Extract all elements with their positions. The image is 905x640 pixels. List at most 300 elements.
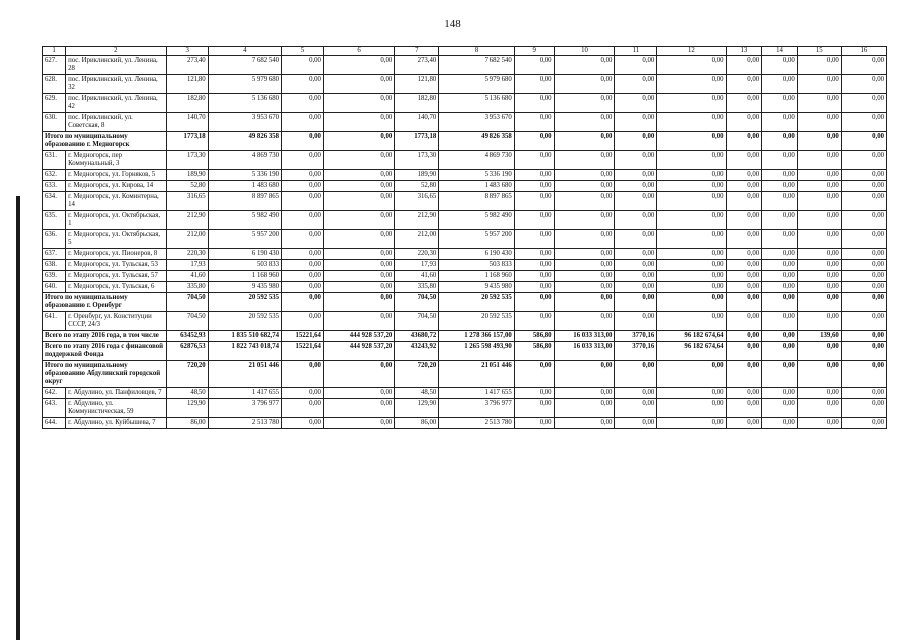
value-cell-col-7: 212,00 bbox=[395, 230, 439, 249]
value-cell-col-15: 0,00 bbox=[797, 249, 841, 260]
row-number: 643. bbox=[43, 399, 66, 418]
value-cell-col-16: 0,00 bbox=[841, 282, 886, 293]
value-cell-col-11: 0,00 bbox=[615, 361, 657, 388]
address-cell: г. Медногорск, ул. Октябрьская, 1 bbox=[66, 211, 167, 230]
value-cell-col-4: 1 822 743 018,74 bbox=[208, 342, 281, 361]
value-cell-col-8: 7 682 540 bbox=[439, 56, 514, 75]
value-cell-col-11: 0,00 bbox=[615, 260, 657, 271]
row-number: 642. bbox=[43, 388, 66, 399]
column-number-4: 4 bbox=[208, 47, 281, 56]
table-row bbox=[43, 418, 887, 429]
value-cell-col-14: 0,00 bbox=[762, 170, 798, 181]
value-cell-col-8: 20 592 535 bbox=[439, 293, 514, 312]
value-cell-col-4: 2 513 780 bbox=[208, 418, 281, 429]
value-cell-col-13: 0,00 bbox=[726, 271, 762, 282]
value-cell-col-13: 0,00 bbox=[726, 132, 762, 151]
total-row bbox=[43, 361, 887, 388]
value-cell-col-7: 52,80 bbox=[395, 181, 439, 192]
value-cell-col-9: 0,00 bbox=[514, 418, 554, 429]
column-number-row bbox=[43, 47, 887, 56]
value-cell-col-7: 182,80 bbox=[395, 94, 439, 113]
value-cell-col-7: 212,90 bbox=[395, 211, 439, 230]
value-cell-col-8: 9 435 980 bbox=[439, 282, 514, 293]
value-cell-col-13: 0,00 bbox=[726, 230, 762, 249]
value-cell-col-6: 0,00 bbox=[323, 181, 394, 192]
value-cell-col-15: 0,00 bbox=[797, 399, 841, 418]
value-cell-col-9: 0,00 bbox=[514, 271, 554, 282]
value-cell-col-10: 0,00 bbox=[554, 113, 615, 132]
value-cell-col-6: 0,00 bbox=[323, 151, 394, 170]
value-cell-col-9: 0,00 bbox=[514, 230, 554, 249]
value-cell-col-14: 0,00 bbox=[762, 181, 798, 192]
total-label: Итого по муниципальному образованию Абдулинский городской округ bbox=[43, 361, 167, 388]
value-cell-col-10: 0,00 bbox=[554, 249, 615, 260]
column-number-15: 15 bbox=[797, 47, 841, 56]
value-cell-col-7: 704,50 bbox=[395, 312, 439, 331]
value-cell-col-13: 0,00 bbox=[726, 293, 762, 312]
address-cell: пос. Ириклинский, ул. Ленина, 32 bbox=[66, 75, 167, 94]
value-cell-col-12: 0,00 bbox=[657, 192, 726, 211]
value-cell-col-15: 0,00 bbox=[797, 293, 841, 312]
value-cell-col-7: 41,60 bbox=[395, 271, 439, 282]
value-cell-col-6: 0,00 bbox=[323, 388, 394, 399]
value-cell-col-14: 0,00 bbox=[762, 192, 798, 211]
value-cell-col-6: 0,00 bbox=[323, 418, 394, 429]
value-cell-col-10: 0,00 bbox=[554, 75, 615, 94]
value-cell-col-4: 5 979 680 bbox=[208, 75, 281, 94]
value-cell-col-4: 5 136 680 bbox=[208, 94, 281, 113]
value-cell-col-13: 0,00 bbox=[726, 249, 762, 260]
address-cell: г. Медногорск, ул. Тульская, 53 bbox=[66, 260, 167, 271]
row-number: 631. bbox=[43, 151, 66, 170]
value-cell-col-7: 316,65 bbox=[395, 192, 439, 211]
value-cell-col-12: 0,00 bbox=[657, 151, 726, 170]
value-cell-col-9: 586,80 bbox=[514, 342, 554, 361]
value-cell-col-12: 0,00 bbox=[657, 249, 726, 260]
value-cell-col-10: 16 033 313,00 bbox=[554, 331, 615, 342]
value-cell-col-14: 0,00 bbox=[762, 249, 798, 260]
value-cell-col-8: 8 897 865 bbox=[439, 192, 514, 211]
value-cell-col-8: 1 417 655 bbox=[439, 388, 514, 399]
value-cell-col-3: 1773,18 bbox=[166, 132, 208, 151]
column-number-7: 7 bbox=[395, 47, 439, 56]
value-cell-col-5: 0,00 bbox=[282, 132, 324, 151]
table-row bbox=[43, 260, 887, 271]
value-cell-col-7: 273,40 bbox=[395, 56, 439, 75]
value-cell-col-10: 0,00 bbox=[554, 361, 615, 388]
total-row bbox=[43, 132, 887, 151]
address-cell: г. Оренбург, ул. Конституции СССР, 24/3 bbox=[66, 312, 167, 331]
value-cell-col-12: 0,00 bbox=[657, 75, 726, 94]
value-cell-col-14: 0,00 bbox=[762, 418, 798, 429]
value-cell-col-15: 0,00 bbox=[797, 388, 841, 399]
value-cell-col-15: 0,00 bbox=[797, 132, 841, 151]
value-cell-col-4: 20 592 535 bbox=[208, 312, 281, 331]
value-cell-col-7: 121,80 bbox=[395, 75, 439, 94]
value-cell-col-3: 86,00 bbox=[166, 418, 208, 429]
value-cell-col-10: 0,00 bbox=[554, 132, 615, 151]
value-cell-col-5: 0,00 bbox=[282, 249, 324, 260]
value-cell-col-10: 0,00 bbox=[554, 282, 615, 293]
value-cell-col-14: 0,00 bbox=[762, 132, 798, 151]
value-cell-col-6: 0,00 bbox=[323, 211, 394, 230]
value-cell-col-12: 96 182 674,64 bbox=[657, 331, 726, 342]
total-row bbox=[43, 293, 887, 312]
value-cell-col-3: 121,80 bbox=[166, 75, 208, 94]
value-cell-col-10: 0,00 bbox=[554, 211, 615, 230]
value-cell-col-16: 0,00 bbox=[841, 181, 886, 192]
value-cell-col-5: 0,00 bbox=[282, 293, 324, 312]
value-cell-col-9: 0,00 bbox=[514, 132, 554, 151]
value-cell-col-16: 0,00 bbox=[841, 192, 886, 211]
value-cell-col-4: 1 483 680 bbox=[208, 181, 281, 192]
value-cell-col-8: 5 136 680 bbox=[439, 94, 514, 113]
value-cell-col-14: 0,00 bbox=[762, 113, 798, 132]
value-cell-col-5: 0,00 bbox=[282, 418, 324, 429]
address-cell: пос. Ириклинский, ул. Советская, 8 bbox=[66, 113, 167, 132]
value-cell-col-10: 0,00 bbox=[554, 230, 615, 249]
value-cell-col-13: 0,00 bbox=[726, 418, 762, 429]
value-cell-col-11: 0,00 bbox=[615, 113, 657, 132]
value-cell-col-5: 0,00 bbox=[282, 56, 324, 75]
value-cell-col-4: 3 796 977 bbox=[208, 399, 281, 418]
value-cell-col-16: 0,00 bbox=[841, 388, 886, 399]
total-label: Всего по этапу 2016 года, в том числе bbox=[43, 331, 167, 342]
value-cell-col-11: 3770,16 bbox=[615, 331, 657, 342]
address-cell: г. Абдулино, ул. Коммунистическая, 59 bbox=[66, 399, 167, 418]
value-cell-col-9: 0,00 bbox=[514, 388, 554, 399]
value-cell-col-6: 0,00 bbox=[323, 260, 394, 271]
value-cell-col-5: 0,00 bbox=[282, 94, 324, 113]
value-cell-col-10: 0,00 bbox=[554, 418, 615, 429]
value-cell-col-4: 20 592 535 bbox=[208, 293, 281, 312]
value-cell-col-13: 0,00 bbox=[726, 388, 762, 399]
value-cell-col-3: 189,90 bbox=[166, 170, 208, 181]
address-cell: г. Медногорск, ул. Тульская, 6 bbox=[66, 282, 167, 293]
row-number: 635. bbox=[43, 211, 66, 230]
total-label: Итого по муниципальному образованию г. Медногорск bbox=[43, 132, 167, 151]
value-cell-col-12: 0,00 bbox=[657, 271, 726, 282]
value-cell-col-8: 21 051 446 bbox=[439, 361, 514, 388]
value-cell-col-3: 17,93 bbox=[166, 260, 208, 271]
column-number-6: 6 bbox=[323, 47, 394, 56]
value-cell-col-3: 62876,53 bbox=[166, 342, 208, 361]
value-cell-col-11: 0,00 bbox=[615, 249, 657, 260]
row-number: 628. bbox=[43, 75, 66, 94]
value-cell-col-14: 0,00 bbox=[762, 342, 798, 361]
address-cell: пос. Ириклинский, ул. Ленина, 28 bbox=[66, 56, 167, 75]
value-cell-col-5: 0,00 bbox=[282, 170, 324, 181]
value-cell-col-11: 0,00 bbox=[615, 151, 657, 170]
row-number: 637. bbox=[43, 249, 66, 260]
value-cell-col-15: 0,00 bbox=[797, 192, 841, 211]
value-cell-col-9: 0,00 bbox=[514, 75, 554, 94]
value-cell-col-7: 43680,72 bbox=[395, 331, 439, 342]
value-cell-col-16: 0,00 bbox=[841, 170, 886, 181]
value-cell-col-7: 173,30 bbox=[395, 151, 439, 170]
table-row bbox=[43, 151, 887, 170]
value-cell-col-6: 0,00 bbox=[323, 75, 394, 94]
table-row bbox=[43, 312, 887, 331]
row-number: 636. bbox=[43, 230, 66, 249]
value-cell-col-12: 0,00 bbox=[657, 181, 726, 192]
value-cell-col-4: 21 051 446 bbox=[208, 361, 281, 388]
value-cell-col-6: 0,00 bbox=[323, 361, 394, 388]
value-cell-col-10: 0,00 bbox=[554, 181, 615, 192]
value-cell-col-9: 0,00 bbox=[514, 113, 554, 132]
scan-edge-bar bbox=[16, 196, 20, 640]
value-cell-col-15: 139,60 bbox=[797, 331, 841, 342]
value-cell-col-4: 1 835 510 682,74 bbox=[208, 331, 281, 342]
value-cell-col-8: 20 592 535 bbox=[439, 312, 514, 331]
table-row bbox=[43, 388, 887, 399]
value-cell-col-16: 0,00 bbox=[841, 293, 886, 312]
value-cell-col-5: 0,00 bbox=[282, 312, 324, 331]
total-label: Итого по муниципальному образованию г. Оренбург bbox=[43, 293, 167, 312]
value-cell-col-6: 0,00 bbox=[323, 170, 394, 181]
value-cell-col-16: 0,00 bbox=[841, 211, 886, 230]
address-cell: г. Медногорск, ул. Пионеров, 8 bbox=[66, 249, 167, 260]
value-cell-col-6: 0,00 bbox=[323, 230, 394, 249]
value-cell-col-4: 1 168 960 bbox=[208, 271, 281, 282]
value-cell-col-16: 0,00 bbox=[841, 75, 886, 94]
value-cell-col-8: 3 953 670 bbox=[439, 113, 514, 132]
value-cell-col-16: 0,00 bbox=[841, 342, 886, 361]
total-label: Всего по этапу 2016 года с финансовой поддержкой Фонда bbox=[43, 342, 167, 361]
value-cell-col-8: 2 513 780 bbox=[439, 418, 514, 429]
value-cell-col-7: 220,30 bbox=[395, 249, 439, 260]
value-cell-col-13: 0,00 bbox=[726, 94, 762, 113]
total-row bbox=[43, 331, 887, 342]
value-cell-col-3: 41,60 bbox=[166, 271, 208, 282]
value-cell-col-4: 1 417 655 bbox=[208, 388, 281, 399]
value-cell-col-8: 6 190 430 bbox=[439, 249, 514, 260]
value-cell-col-4: 5 957 200 bbox=[208, 230, 281, 249]
value-cell-col-7: 720,20 bbox=[395, 361, 439, 388]
value-cell-col-3: 52,80 bbox=[166, 181, 208, 192]
value-cell-col-15: 0,00 bbox=[797, 342, 841, 361]
value-cell-col-14: 0,00 bbox=[762, 282, 798, 293]
value-cell-col-15: 0,00 bbox=[797, 418, 841, 429]
value-cell-col-5: 0,00 bbox=[282, 282, 324, 293]
value-cell-col-11: 0,00 bbox=[615, 388, 657, 399]
value-cell-col-9: 0,00 bbox=[514, 312, 554, 331]
column-number-14: 14 bbox=[762, 47, 798, 56]
value-cell-col-14: 0,00 bbox=[762, 331, 798, 342]
value-cell-col-13: 0,00 bbox=[726, 312, 762, 331]
row-number: 644. bbox=[43, 418, 66, 429]
row-number: 638. bbox=[43, 260, 66, 271]
address-cell: пос. Ириклинский, ул. Ленина, 42 bbox=[66, 94, 167, 113]
value-cell-col-14: 0,00 bbox=[762, 399, 798, 418]
value-cell-col-15: 0,00 bbox=[797, 260, 841, 271]
value-cell-col-13: 0,00 bbox=[726, 113, 762, 132]
row-number: 630. bbox=[43, 113, 66, 132]
value-cell-col-5: 0,00 bbox=[282, 399, 324, 418]
value-cell-col-3: 316,65 bbox=[166, 192, 208, 211]
value-cell-col-8: 5 982 490 bbox=[439, 211, 514, 230]
table-row bbox=[43, 181, 887, 192]
value-cell-col-3: 48,50 bbox=[166, 388, 208, 399]
value-cell-col-16: 0,00 bbox=[841, 418, 886, 429]
value-cell-col-11: 0,00 bbox=[615, 418, 657, 429]
value-cell-col-5: 0,00 bbox=[282, 260, 324, 271]
value-cell-col-5: 0,00 bbox=[282, 181, 324, 192]
value-cell-col-10: 16 033 313,00 bbox=[554, 342, 615, 361]
value-cell-col-16: 0,00 bbox=[841, 331, 886, 342]
value-cell-col-15: 0,00 bbox=[797, 211, 841, 230]
value-cell-col-6: 0,00 bbox=[323, 132, 394, 151]
value-cell-col-3: 220,30 bbox=[166, 249, 208, 260]
value-cell-col-4: 6 190 430 bbox=[208, 249, 281, 260]
value-cell-col-9: 0,00 bbox=[514, 56, 554, 75]
value-cell-col-6: 0,00 bbox=[323, 249, 394, 260]
value-cell-col-3: 212,90 bbox=[166, 211, 208, 230]
value-cell-col-15: 0,00 bbox=[797, 282, 841, 293]
value-cell-col-13: 0,00 bbox=[726, 361, 762, 388]
value-cell-col-12: 0,00 bbox=[657, 418, 726, 429]
value-cell-col-9: 0,00 bbox=[514, 249, 554, 260]
value-cell-col-4: 4 869 730 bbox=[208, 151, 281, 170]
value-cell-col-12: 0,00 bbox=[657, 113, 726, 132]
value-cell-col-5: 0,00 bbox=[282, 388, 324, 399]
value-cell-col-10: 0,00 bbox=[554, 151, 615, 170]
value-cell-col-3: 704,50 bbox=[166, 312, 208, 331]
value-cell-col-14: 0,00 bbox=[762, 75, 798, 94]
value-cell-col-5: 0,00 bbox=[282, 361, 324, 388]
value-cell-col-16: 0,00 bbox=[841, 249, 886, 260]
value-cell-col-12: 0,00 bbox=[657, 170, 726, 181]
table-body bbox=[43, 56, 887, 429]
value-cell-col-16: 0,00 bbox=[841, 271, 886, 282]
value-cell-col-10: 0,00 bbox=[554, 260, 615, 271]
value-cell-col-8: 5 336 190 bbox=[439, 170, 514, 181]
value-cell-col-5: 0,00 bbox=[282, 230, 324, 249]
row-number: 633. bbox=[43, 181, 66, 192]
value-cell-col-6: 0,00 bbox=[323, 94, 394, 113]
value-cell-col-5: 0,00 bbox=[282, 151, 324, 170]
row-number: 641. bbox=[43, 312, 66, 331]
column-number-1: 1 bbox=[43, 47, 66, 56]
value-cell-col-10: 0,00 bbox=[554, 94, 615, 113]
value-cell-col-14: 0,00 bbox=[762, 271, 798, 282]
value-cell-col-11: 3770,16 bbox=[615, 342, 657, 361]
table-row bbox=[43, 249, 887, 260]
value-cell-col-16: 0,00 bbox=[841, 113, 886, 132]
value-cell-col-5: 0,00 bbox=[282, 192, 324, 211]
value-cell-col-11: 0,00 bbox=[615, 94, 657, 113]
value-cell-col-11: 0,00 bbox=[615, 399, 657, 418]
row-number: 640. bbox=[43, 282, 66, 293]
value-cell-col-9: 0,00 bbox=[514, 151, 554, 170]
row-number: 629. bbox=[43, 94, 66, 113]
row-number: 632. bbox=[43, 170, 66, 181]
value-cell-col-9: 0,00 bbox=[514, 211, 554, 230]
column-number-8: 8 bbox=[439, 47, 514, 56]
value-cell-col-14: 0,00 bbox=[762, 56, 798, 75]
value-cell-col-16: 0,00 bbox=[841, 312, 886, 331]
row-number: 634. bbox=[43, 192, 66, 211]
value-cell-col-4: 7 682 540 bbox=[208, 56, 281, 75]
value-cell-col-6: 0,00 bbox=[323, 192, 394, 211]
column-number-12: 12 bbox=[657, 47, 726, 56]
value-cell-col-13: 0,00 bbox=[726, 75, 762, 94]
value-cell-col-4: 49 826 358 bbox=[208, 132, 281, 151]
address-cell: г. Медногорск, ул. Октябрьская, 5 bbox=[66, 230, 167, 249]
total-row bbox=[43, 342, 887, 361]
value-cell-col-9: 0,00 bbox=[514, 181, 554, 192]
value-cell-col-3: 720,20 bbox=[166, 361, 208, 388]
value-cell-col-8: 503 833 bbox=[439, 260, 514, 271]
value-cell-col-7: 48,50 bbox=[395, 388, 439, 399]
value-cell-col-6: 0,00 bbox=[323, 113, 394, 132]
value-cell-col-11: 0,00 bbox=[615, 132, 657, 151]
value-cell-col-12: 0,00 bbox=[657, 282, 726, 293]
value-cell-col-8: 1 278 366 157,00 bbox=[439, 331, 514, 342]
value-cell-col-16: 0,00 bbox=[841, 399, 886, 418]
value-cell-col-3: 273,40 bbox=[166, 56, 208, 75]
table-row bbox=[43, 271, 887, 282]
value-cell-col-5: 0,00 bbox=[282, 113, 324, 132]
value-cell-col-10: 0,00 bbox=[554, 388, 615, 399]
column-number-2: 2 bbox=[66, 47, 167, 56]
value-cell-col-7: 140,70 bbox=[395, 113, 439, 132]
value-cell-col-12: 0,00 bbox=[657, 94, 726, 113]
column-number-9: 9 bbox=[514, 47, 554, 56]
column-number-13: 13 bbox=[726, 47, 762, 56]
value-cell-col-10: 0,00 bbox=[554, 192, 615, 211]
value-cell-col-16: 0,00 bbox=[841, 132, 886, 151]
value-cell-col-12: 0,00 bbox=[657, 132, 726, 151]
address-cell: г. Медногорск, ул. Горняков, 5 bbox=[66, 170, 167, 181]
value-cell-col-13: 0,00 bbox=[726, 56, 762, 75]
value-cell-col-9: 0,00 bbox=[514, 282, 554, 293]
table-row bbox=[43, 282, 887, 293]
value-cell-col-8: 1 483 680 bbox=[439, 181, 514, 192]
value-cell-col-7: 17,93 bbox=[395, 260, 439, 271]
address-cell: г. Медногорск, пер Коммунальный, 3 bbox=[66, 151, 167, 170]
value-cell-col-7: 43243,92 bbox=[395, 342, 439, 361]
value-cell-col-8: 1 168 960 bbox=[439, 271, 514, 282]
value-cell-col-12: 0,00 bbox=[657, 230, 726, 249]
value-cell-col-12: 0,00 bbox=[657, 361, 726, 388]
value-cell-col-15: 0,00 bbox=[797, 56, 841, 75]
address-cell: г. Медногорск, ул. Коминтерна, 14 bbox=[66, 192, 167, 211]
value-cell-col-6: 0,00 bbox=[323, 312, 394, 331]
value-cell-col-9: 0,00 bbox=[514, 192, 554, 211]
value-cell-col-4: 5 982 490 bbox=[208, 211, 281, 230]
value-cell-col-10: 0,00 bbox=[554, 271, 615, 282]
value-cell-col-11: 0,00 bbox=[615, 293, 657, 312]
value-cell-col-11: 0,00 bbox=[615, 230, 657, 249]
value-cell-col-11: 0,00 bbox=[615, 312, 657, 331]
value-cell-col-14: 0,00 bbox=[762, 211, 798, 230]
table-row bbox=[43, 56, 887, 75]
value-cell-col-5: 0,00 bbox=[282, 271, 324, 282]
value-cell-col-8: 5 979 680 bbox=[439, 75, 514, 94]
value-cell-col-14: 0,00 bbox=[762, 230, 798, 249]
value-cell-col-12: 0,00 bbox=[657, 56, 726, 75]
value-cell-col-13: 0,00 bbox=[726, 399, 762, 418]
address-cell: г. Медногорск, ул. Тульская, 57 bbox=[66, 271, 167, 282]
value-cell-col-14: 0,00 bbox=[762, 388, 798, 399]
page-number: 148 bbox=[444, 18, 461, 30]
column-number-3: 3 bbox=[166, 47, 208, 56]
value-cell-col-15: 0,00 bbox=[797, 170, 841, 181]
value-cell-col-12: 0,00 bbox=[657, 260, 726, 271]
value-cell-col-15: 0,00 bbox=[797, 75, 841, 94]
value-cell-col-3: 129,90 bbox=[166, 399, 208, 418]
